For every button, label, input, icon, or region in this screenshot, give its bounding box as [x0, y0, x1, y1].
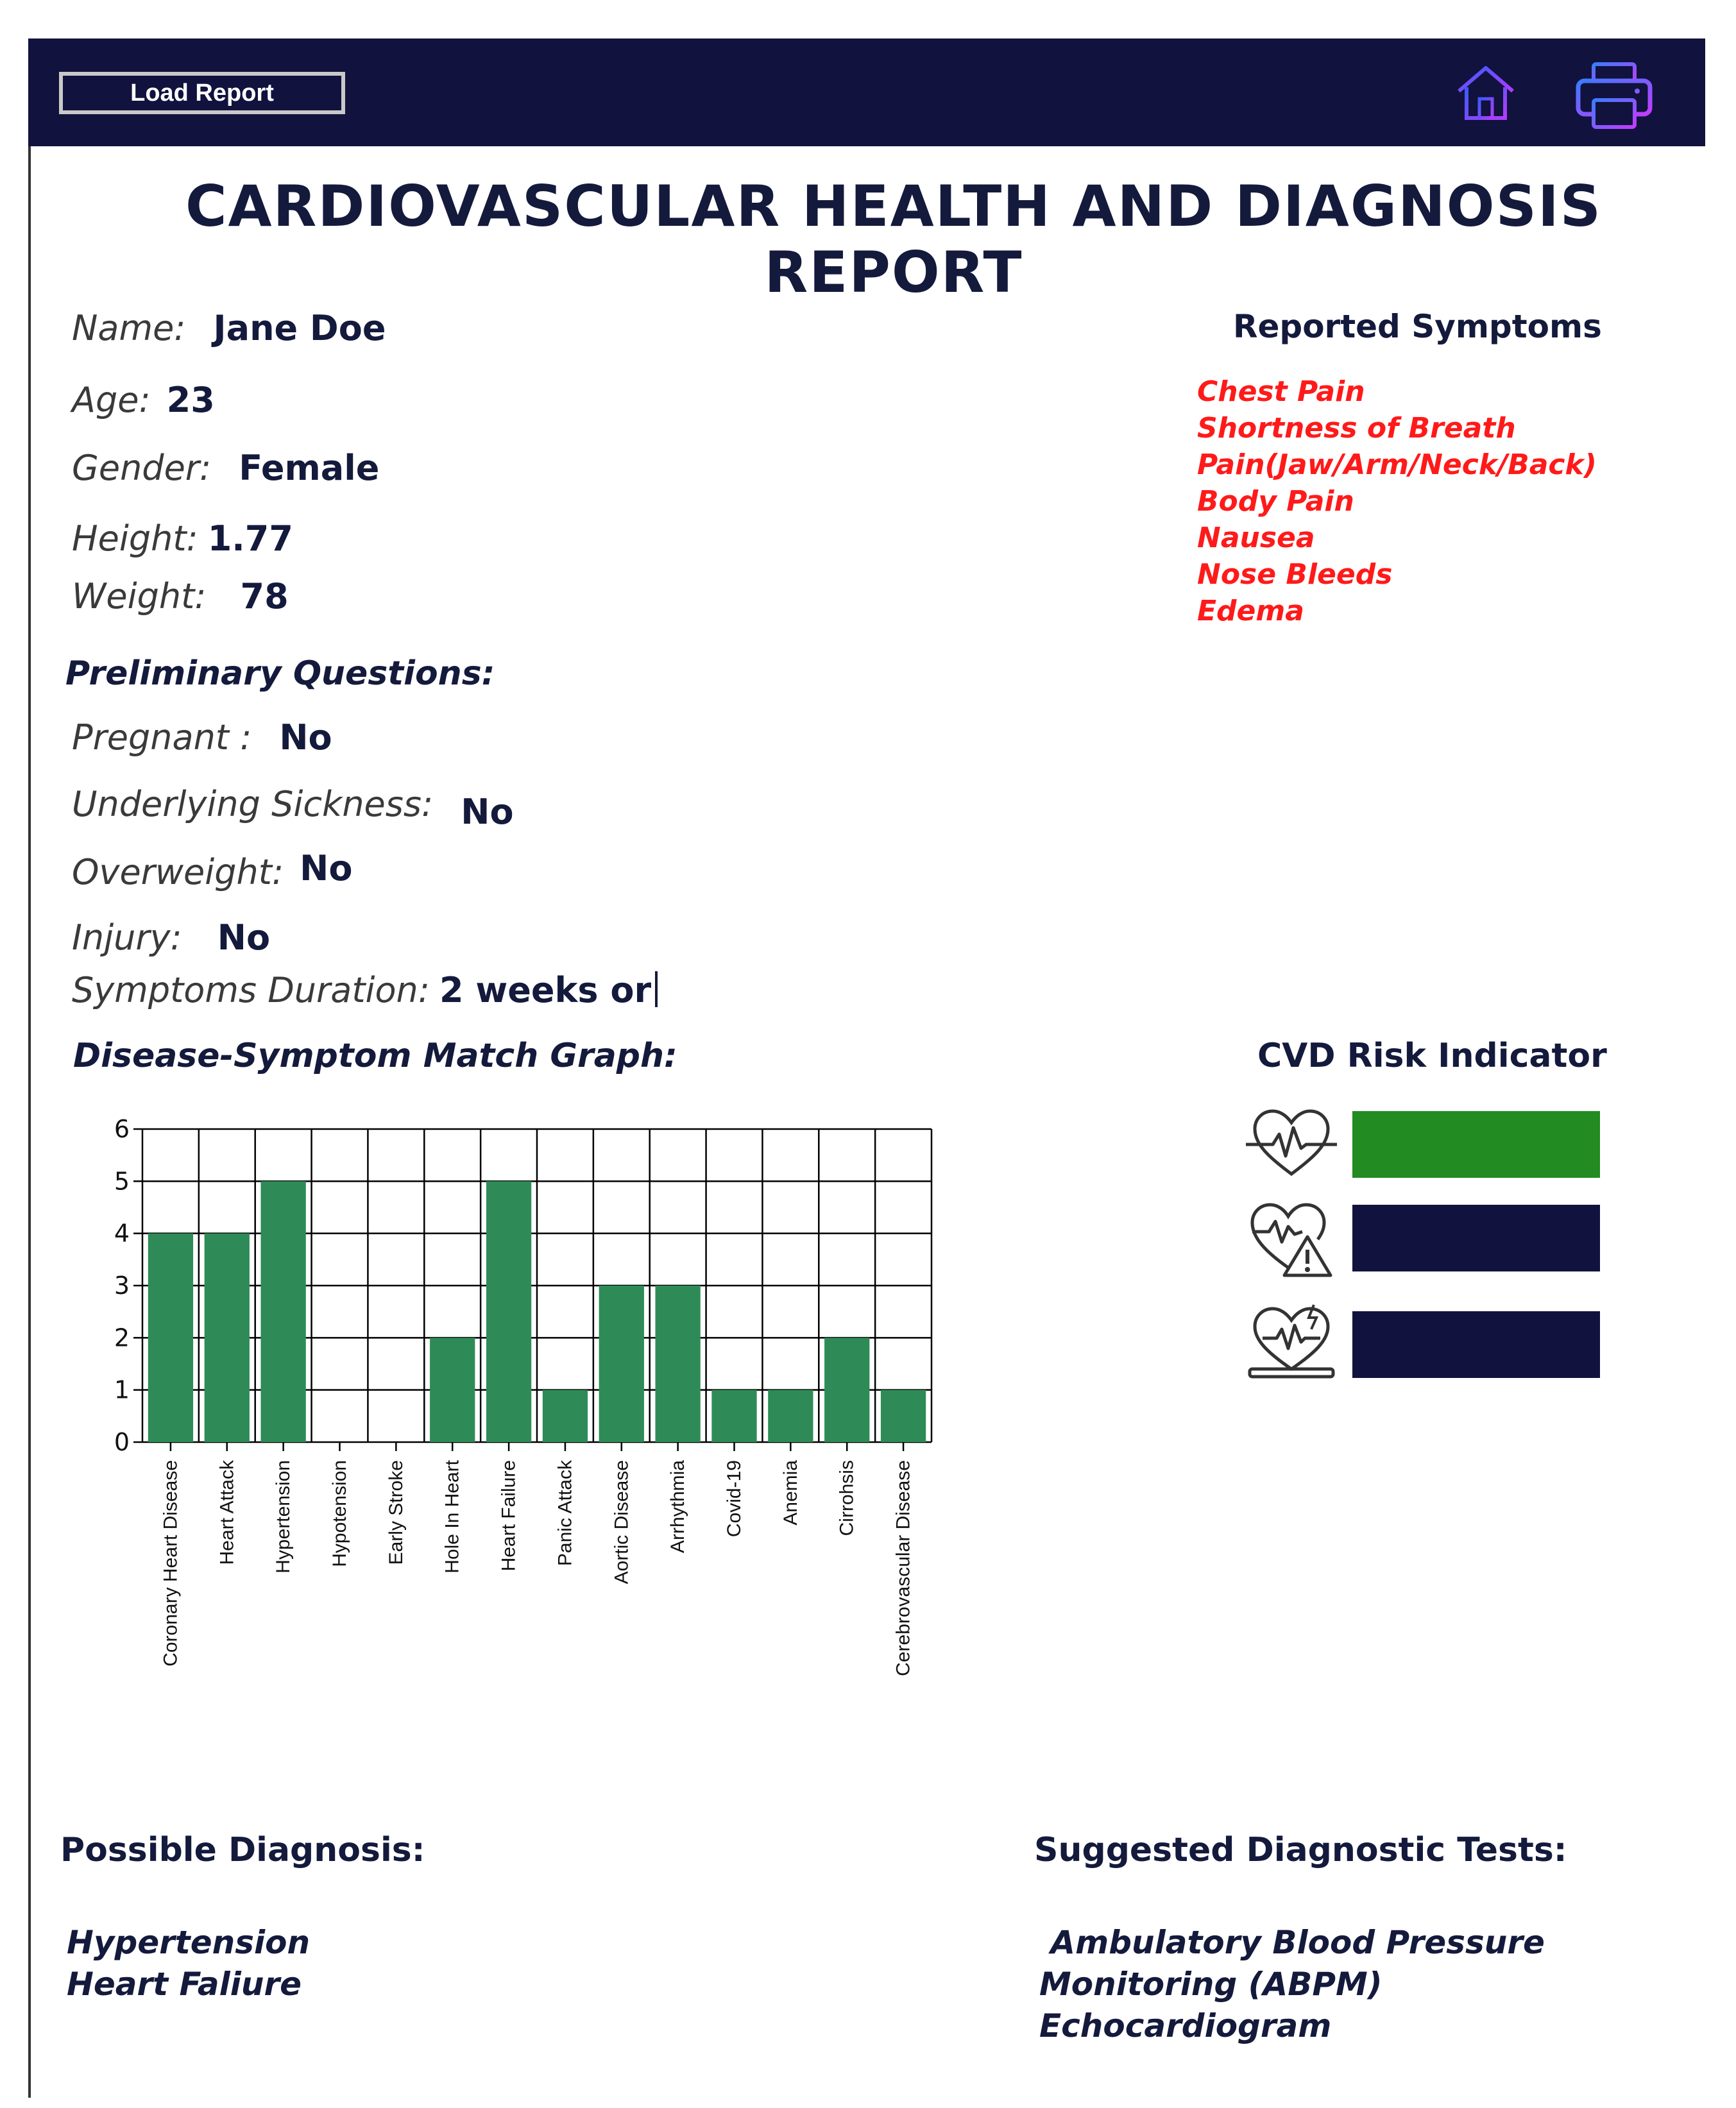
y-tick-label: 5 — [114, 1167, 130, 1196]
risk-bar-medium — [1352, 1205, 1600, 1271]
y-tick-label: 0 — [114, 1428, 130, 1456]
x-tick-label: Hypertension — [273, 1460, 294, 1574]
age-label: Age: — [72, 380, 151, 420]
page-border — [28, 38, 31, 2098]
x-tick-label: Cirrohsis — [836, 1460, 858, 1536]
pregnant-field — [72, 717, 332, 758]
patient-weight — [72, 576, 289, 616]
gender-value: Female — [239, 448, 380, 488]
sickness-value: No — [461, 792, 514, 832]
test-item: Monitoring (ABPM) — [1039, 1966, 1383, 2003]
diagnosis-item: Heart Faliure — [67, 1966, 302, 2003]
x-tick-label: Anemia — [779, 1460, 801, 1526]
symptoms-heading: Reported Symptoms — [1233, 308, 1602, 345]
risk-bar-low — [1352, 1111, 1600, 1178]
weight-label: Weight: — [72, 576, 207, 616]
chart-bar — [148, 1234, 193, 1442]
duration-label: Symptoms Duration: — [72, 970, 430, 1010]
x-tick-label: Panic Attack — [554, 1460, 576, 1567]
symptom-item: Edema — [1197, 595, 1304, 627]
symptom-item: Nausea — [1197, 522, 1315, 554]
x-tick-label: Covid-19 — [724, 1460, 745, 1538]
chart-bar — [881, 1390, 926, 1442]
chart-bar — [205, 1234, 250, 1442]
home-icon[interactable] — [1454, 62, 1518, 126]
tests-heading: Suggested Diagnostic Tests: — [1034, 1831, 1567, 1869]
x-tick-label: Early Stroke — [385, 1460, 407, 1565]
test-item: Echocardiogram — [1039, 2007, 1332, 2044]
x-tick-label: Hypotension — [329, 1460, 350, 1567]
injury-field — [72, 917, 270, 958]
overweight-value: No — [300, 848, 353, 888]
symptom-item: Chest Pain — [1197, 375, 1365, 408]
risk-heading: CVD Risk Indicator — [1257, 1037, 1607, 1075]
risk-level-low — [1243, 1102, 1609, 1186]
pregnant-value: No — [279, 717, 332, 758]
chart-bar — [486, 1181, 531, 1442]
report-title: CARDIOVASCULAR HEALTH AND DIAGNOSIS REPORT — [185, 173, 1603, 305]
chart-bar — [599, 1286, 644, 1442]
y-tick-label: 2 — [114, 1323, 130, 1352]
heartbeat-icon — [1243, 1102, 1340, 1186]
weight-value: 78 — [240, 576, 289, 616]
x-tick-label: Arrhythmia — [667, 1460, 689, 1554]
chart-bar — [261, 1181, 306, 1442]
age-value: 23 — [166, 380, 215, 420]
y-tick-label: 1 — [114, 1375, 130, 1404]
x-tick-label: Cerebrovascular Disease — [892, 1460, 914, 1676]
printer-icon[interactable] — [1574, 60, 1654, 131]
patient-gender — [72, 448, 379, 488]
overweight-label: Overweight: — [72, 852, 284, 892]
chart-bar — [768, 1390, 813, 1442]
overweight-field — [72, 848, 353, 892]
sickness-label: Underlying Sickness: — [72, 784, 434, 824]
top-toolbar — [28, 38, 1705, 146]
x-tick-label: Aortic Disease — [611, 1460, 633, 1585]
duration-field — [72, 970, 658, 1010]
heart-attack-icon — [1243, 1302, 1340, 1386]
y-tick-label: 3 — [114, 1271, 130, 1300]
injury-value: No — [217, 917, 271, 958]
text-cursor — [655, 971, 658, 1007]
load-report-button[interactable]: Load Report — [59, 72, 345, 114]
patient-name — [72, 308, 386, 348]
x-tick-label: Heart Attack — [216, 1460, 238, 1565]
x-tick-label: Heart Failure — [498, 1460, 520, 1572]
risk-bar-high — [1352, 1311, 1600, 1378]
name-value: Jane Doe — [213, 308, 386, 348]
x-tick-label: Hole In Heart — [441, 1460, 463, 1574]
chart-bar — [824, 1338, 869, 1442]
graph-heading: Disease-Symptom Match Graph: — [73, 1037, 677, 1075]
tests-list — [1039, 1922, 1545, 2047]
height-value: 1.77 — [207, 518, 293, 559]
diagnosis-heading: Possible Diagnosis: — [60, 1831, 425, 1869]
preliminary-heading: Preliminary Questions: — [65, 654, 495, 693]
heart-warning-icon — [1243, 1196, 1340, 1279]
patient-age — [72, 380, 215, 420]
risk-level-medium — [1243, 1196, 1609, 1279]
diagnosis-list — [67, 1922, 310, 2005]
name-label: Name: — [72, 308, 186, 348]
y-tick-label: 6 — [114, 1115, 130, 1143]
chart-bar — [430, 1338, 475, 1442]
sickness-field — [72, 784, 514, 832]
symptoms-list — [1197, 373, 1597, 629]
symptom-item: Shortness of Breath — [1197, 412, 1516, 445]
symptom-item: Pain(Jaw/Arm/Neck/Back) — [1197, 448, 1597, 481]
symptom-item: Body Pain — [1197, 485, 1354, 518]
chart-bar — [656, 1286, 701, 1442]
duration-value[interactable]: 2 weeks or — [439, 970, 652, 1010]
disease-symptom-chart — [90, 1110, 949, 1738]
symptom-item: Nose Bleeds — [1197, 558, 1393, 591]
chart-bar — [543, 1390, 588, 1442]
injury-label: Injury: — [72, 917, 182, 958]
gender-label: Gender: — [72, 448, 212, 488]
test-item: Ambulatory Blood Pressure — [1039, 1924, 1545, 1961]
pregnant-label: Pregnant : — [72, 717, 252, 758]
y-tick-label: 4 — [114, 1219, 130, 1248]
diagnosis-item: Hypertension — [67, 1924, 311, 1961]
x-tick-label: Coronary Heart Disease — [160, 1460, 182, 1667]
risk-level-high — [1243, 1302, 1609, 1386]
patient-height — [72, 518, 293, 559]
height-label: Height: — [72, 518, 198, 559]
chart-bar — [711, 1390, 756, 1442]
